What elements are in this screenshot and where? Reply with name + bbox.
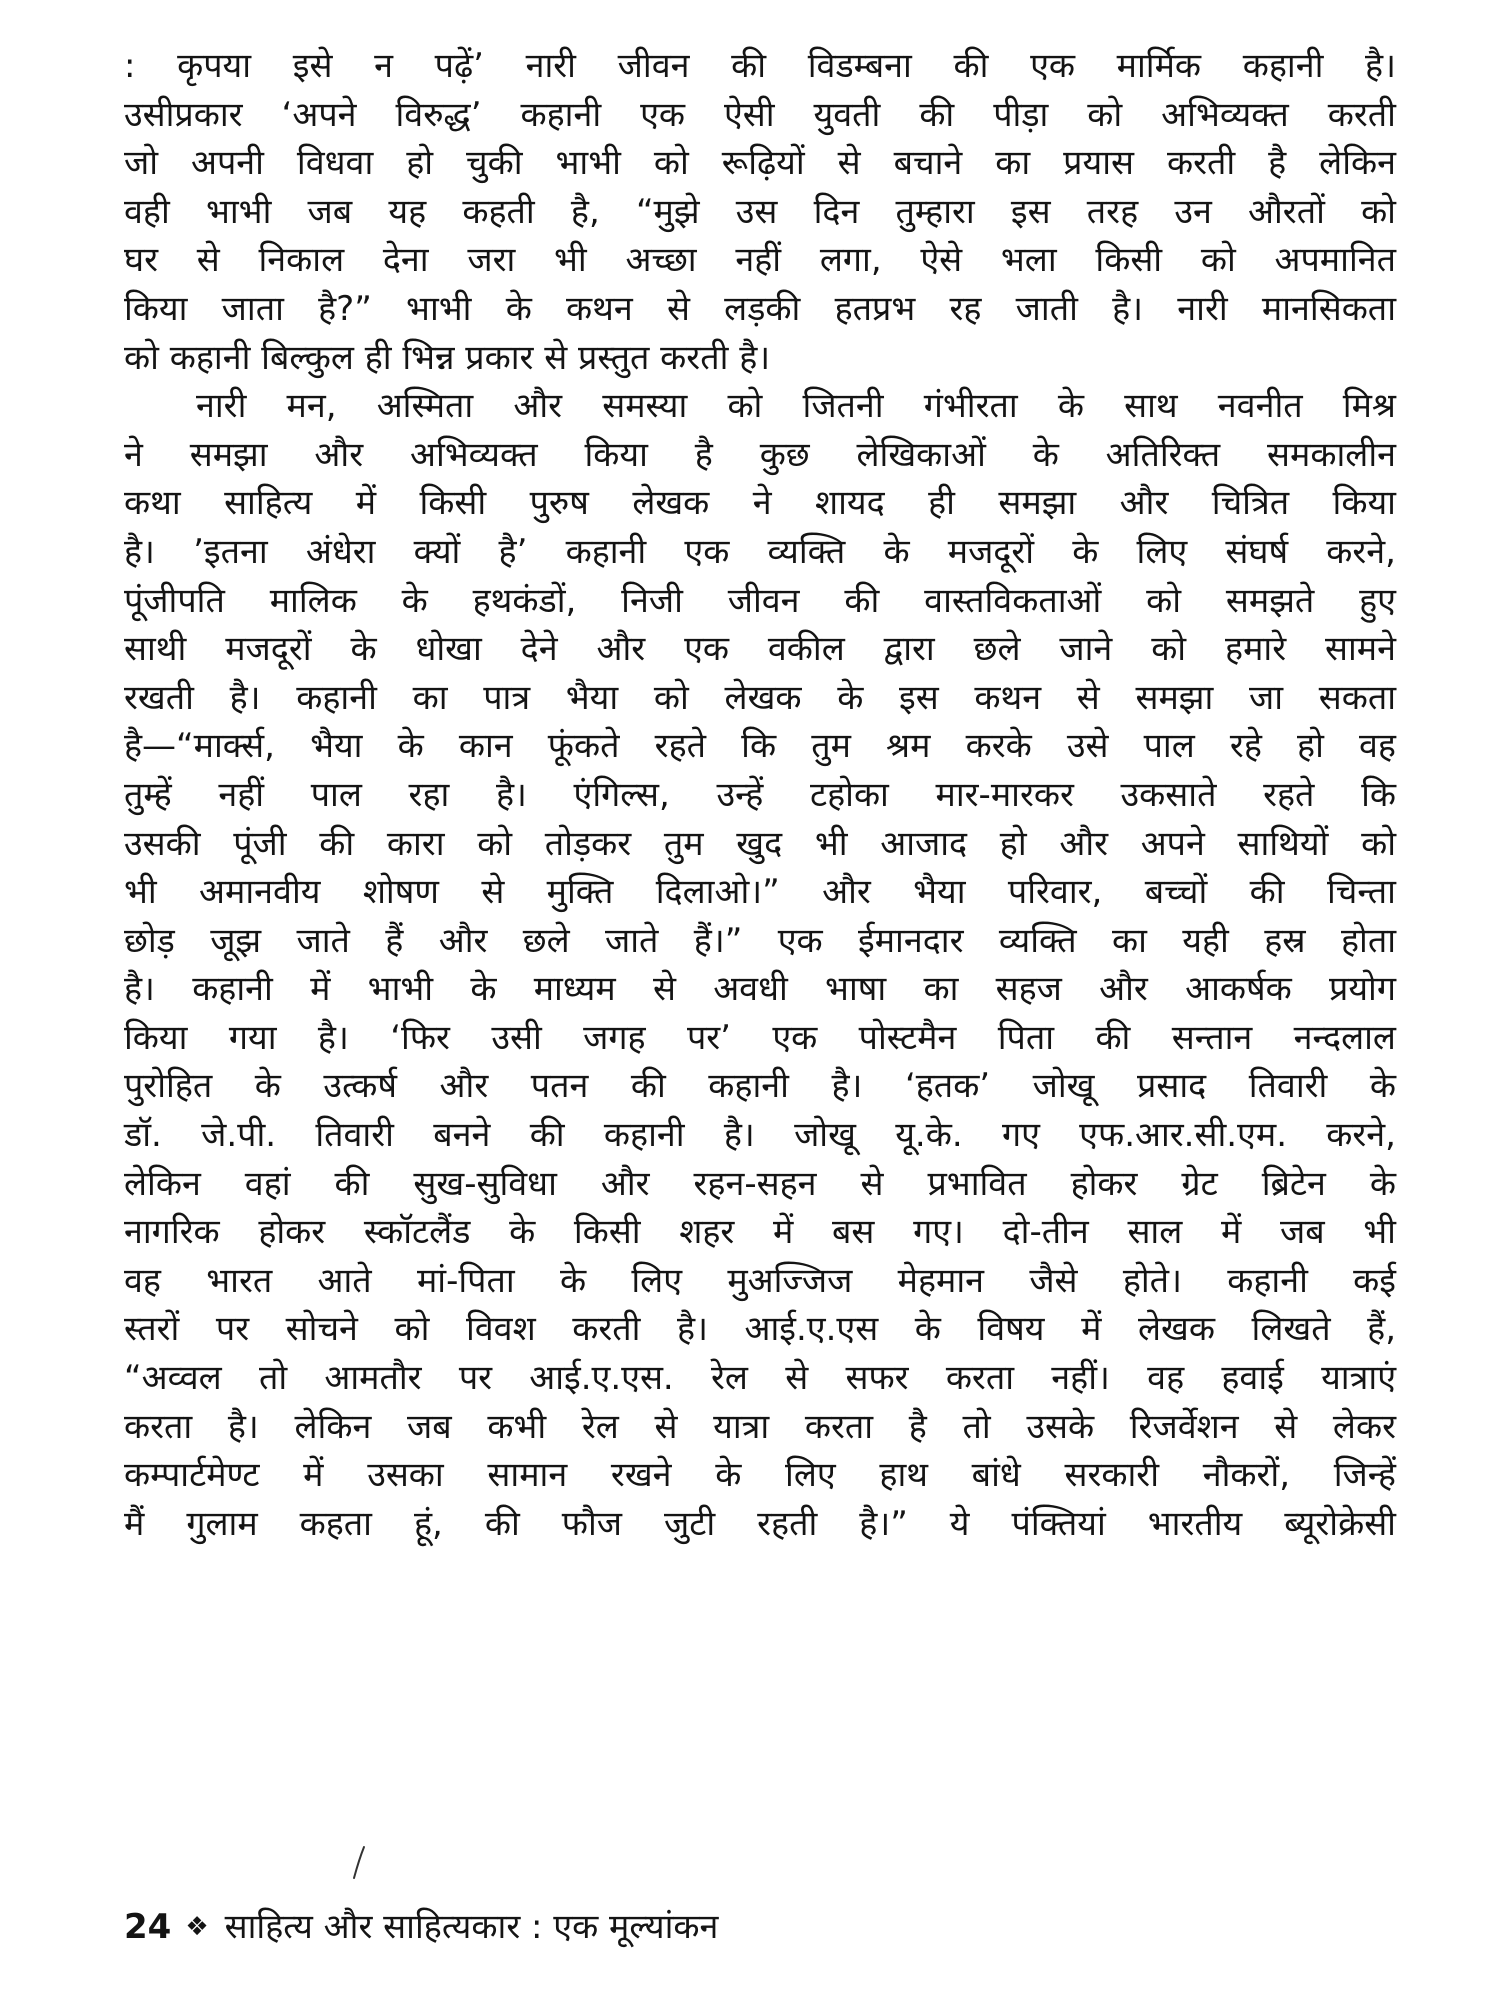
text-line: “अव्वल तो आमतौर पर आई.ए.एस. रेल से सफर करता नहीं। वह हवाई यात्राएं <box>124 1358 1396 1399</box>
text-line: पुरोहित के उत्कर्ष और पतन की कहानी है। ‘हतक’ जोखू प्रसाद तिवारी के <box>124 1066 1396 1107</box>
pen-stroke-mark <box>350 1845 370 1881</box>
text-line: वह भारत आते मां-पिता के लिए मुअज्जिज मेहमान जैसे होते। कहानी कई <box>124 1260 1396 1301</box>
text-line: वही भाभी जब यह कहती है, “मुझे उस दिन तुम्हारा इस तरह उन औरतों को <box>124 191 1396 232</box>
page-number: 24 <box>124 1907 172 1947</box>
running-title: साहित्य और साहित्यकार : एक मूल्यांकन <box>224 1907 719 1947</box>
text-line: रखती है। कहानी का पात्र भैया को लेखक के इस कथन से समझा जा सकता <box>124 677 1396 718</box>
text-line: स्तरों पर सोचने को विवश करती है। आई.ए.एस के विषय में लेखक लिखते हैं, <box>124 1309 1396 1350</box>
body-text <box>124 42 1396 1548</box>
text-line: : कृपया इसे न पढ़ें’ नारी जीवन की विडम्बना की एक मार्मिक कहानी है। <box>124 46 1396 86</box>
text-line: साथी मजदूरों के धोखा देने और एक वकील द्वारा छले जाने को हमारे सामने <box>124 629 1396 670</box>
text-line: घर से निकाल देना जरा भी अच्छा नहीं लगा, ऐसे भला किसी को अपमानित <box>124 240 1396 281</box>
text-line: उसीप्रकार ‘अपने विरुद्ध’ कहानी एक ऐसी युवती की पीड़ा को अभिव्यक्त करती <box>124 94 1396 135</box>
text-line: ने समझा और अभिव्यक्त किया है कुछ लेखिकाओं के अतिरिक्त समकालीन <box>124 434 1396 475</box>
text-line: उसकी पूंजी की कारा को तोड़कर तुम खुद भी आजाद हो और अपने साथियों को <box>124 823 1396 864</box>
page-footer <box>124 1902 718 1948</box>
paragraph-end-line: को कहानी बिल्कुल ही भिन्न प्रकार से प्रस्तुत करती है। <box>124 337 771 378</box>
text-line: नागरिक होकर स्कॉटलैंड के किसी शहर में बस गए। दो-तीन साल में जब भी <box>124 1212 1396 1253</box>
text-line: है। ’इतना अंधेरा क्यों है’ कहानी एक व्यक्ति के मजदूरों के लिए संघर्ष करने, <box>124 531 1396 572</box>
text-line: है। कहानी में भाभी के माध्यम से अवधी भाषा का सहज और आकर्षक प्रयोग <box>124 969 1396 1010</box>
text-line: कम्पार्टमेण्ट में उसका सामान रखने के लिए हाथ बांधे सरकारी नौकरों, जिन्हें <box>124 1455 1396 1496</box>
text-line: मैं गुलाम कहता हूं, की फौज जुटी रहती है।” ये पंक्तियां भारतीय ब्यूरोक्रेसी <box>124 1503 1396 1544</box>
text-line: डॉ. जे.पी. तिवारी बनने की कहानी है। जोखू यू.के. गए एफ.आर.सी.एम. करने, <box>124 1115 1396 1156</box>
text-line: भी अमानवीय शोषण से मुक्ति दिलाओ।” और भैया परिवार, बच्चों की चिन्ता <box>124 872 1396 913</box>
text-line: लेकिन वहां की सुख-सुविधा और रहन-सहन से प्रभावित होकर ग्रेट ब्रिटेन के <box>124 1163 1396 1204</box>
text-line: किया जाता है?” भाभी के कथन से लड़की हतप्रभ रह जाती है। नारी मानसिकता <box>124 288 1396 329</box>
text-line: है—“मार्क्स, भैया के कान फूंकते रहते कि तुम श्रम करके उसे पाल रहे हो वह <box>124 726 1396 767</box>
text-line: तुम्हें नहीं पाल रहा है। एंगिल्स, उन्हें टहोका मार-मारकर उकसाते रहते कि <box>124 774 1396 815</box>
paragraph-start-line: नारी मन, अस्मिता और समस्या को जितनी गंभीरता के साथ नवनीत मिश्र <box>196 386 1396 427</box>
text-line: कथा साहित्य में किसी पुरुष लेखक ने शायद ही समझा और चित्रित किया <box>124 483 1396 524</box>
text-line: छोड़ जूझ जाते हैं और छले जाते हैं।” एक ईमानदार व्यक्ति का यही हस्र होता <box>124 920 1396 961</box>
text-line: किया गया है। ‘फिर उसी जगह पर’ एक पोस्टमैन पिता की सन्तान नन्दलाल <box>124 1017 1396 1058</box>
text-line: पूंजीपति मालिक के हथकंडों, निजी जीवन की वास्तविकताओं को समझते हुए <box>124 580 1396 621</box>
text-line: करता है। लेकिन जब कभी रेल से यात्रा करता है तो उसके रिजर्वेशन से लेकर <box>124 1406 1396 1447</box>
text-line: जो अपनी विधवा हो चुकी भाभी को रूढ़ियों से बचाने का प्रयास करती है लेकिन <box>124 143 1396 184</box>
diamond-separator-icon: ❖ <box>185 1912 209 1942</box>
